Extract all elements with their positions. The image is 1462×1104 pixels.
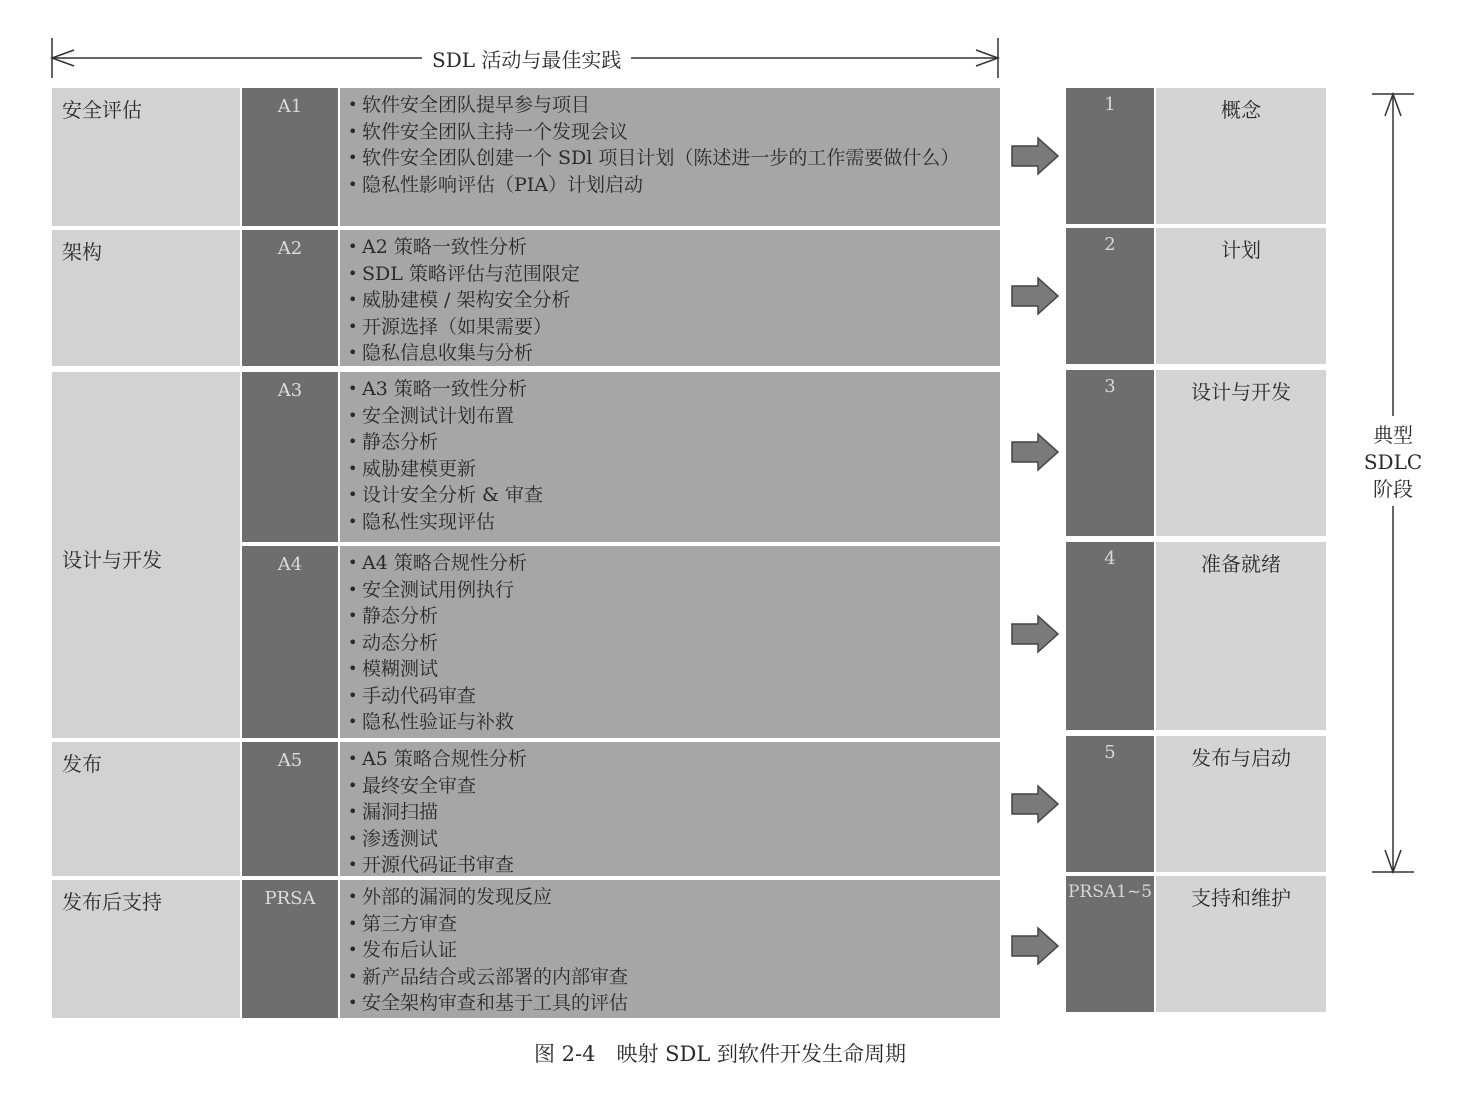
code-cell-a5: A5 [242, 742, 338, 876]
phase-label-design-dev: 设计与开发 [62, 548, 162, 572]
code-cell-a2: A2 [242, 230, 338, 366]
activity-item: • 动态分析 [348, 630, 992, 657]
activity-item: • 静态分析 [348, 429, 992, 456]
activity-item: • 威胁建模更新 [348, 456, 992, 483]
phase-cell-assessment: 安全评估 [52, 88, 240, 226]
stage-name-4: 准备就绪 [1156, 542, 1326, 730]
phase-cell-release: 发布 [52, 742, 240, 876]
right-arrow-icon [1010, 432, 1060, 472]
activities-cell-a3 [340, 372, 1000, 542]
phase-cell-design-dev [52, 372, 240, 738]
right-arrow-icon [1010, 784, 1060, 824]
activity-item: • 软件安全团队主持一个发现会议 [348, 119, 992, 146]
activity-item: • 开源代码证书审查 [348, 852, 992, 879]
stage-number-3: 3 [1066, 370, 1154, 536]
stage-name-3: 设计与开发 [1156, 370, 1326, 536]
activity-item: • 渗透测试 [348, 826, 992, 853]
activity-item: • 隐私性影响评估（PIA）计划启动 [348, 172, 992, 199]
activity-item: • 隐私信息收集与分析 [348, 340, 992, 367]
activity-item: • 安全测试计划布置 [348, 403, 992, 430]
code-cell-a1: A1 [242, 88, 338, 226]
stage-number-5: 5 [1066, 736, 1154, 872]
activity-item: • A3 策略一致性分析 [348, 376, 992, 403]
activity-item: • 第三方审查 [348, 911, 992, 938]
phase-cell-architecture: 架构 [52, 230, 240, 366]
right-arrow-icon [1010, 614, 1060, 654]
sdlc-side-label [1356, 422, 1430, 503]
right-arrow-icon [1010, 926, 1060, 966]
activities-cell-a2 [340, 230, 1000, 366]
activity-item: • 开源选择（如果需要） [348, 314, 992, 341]
activities-cell-prsa [340, 880, 1000, 1018]
activities-cell-a5 [340, 742, 1000, 876]
activity-item: • 模糊测试 [348, 656, 992, 683]
phase-cell-post-release: 发布后支持 [52, 880, 240, 1018]
activity-item: • 设计安全分析 & 审查 [348, 482, 992, 509]
activity-item: • 隐私性实现评估 [348, 509, 992, 536]
activity-item: • 发布后认证 [348, 937, 992, 964]
stage-name-prsa: 支持和维护 [1156, 876, 1326, 1012]
stage-number-prsa: PRSA1~5 [1066, 876, 1154, 1012]
activity-item: • 手动代码审查 [348, 683, 992, 710]
activity-item: • 隐私性验证与补救 [348, 709, 992, 736]
activity-item: • 外部的漏洞的发现反应 [348, 884, 992, 911]
stage-number-2: 2 [1066, 228, 1154, 364]
code-cell-a3: A3 [242, 372, 338, 542]
right-arrow-icon [1010, 136, 1060, 176]
activity-item: • 安全测试用例执行 [348, 577, 992, 604]
sdlc-side-label-line: SDLC [1363, 450, 1423, 474]
right-arrow-icon [1010, 276, 1060, 316]
activity-item: • A5 策略合规性分析 [348, 746, 992, 773]
activity-item: • A2 策略一致性分析 [348, 234, 992, 261]
activity-item: • 最终安全审查 [348, 773, 992, 800]
stage-number-4: 4 [1066, 542, 1154, 730]
activity-item: • 新产品结合或云部署的内部审查 [348, 964, 992, 991]
figure-caption: 图 2-4 映射 SDL 到软件开发生命周期 [534, 1042, 907, 1066]
activity-item: • 威胁建模 / 架构安全分析 [348, 287, 992, 314]
activity-item: • 软件安全团队提早参与项目 [348, 92, 992, 119]
activity-item: • 软件安全团队创建一个 SDl 项目计划（陈述进一步的工作需要做什么） [348, 145, 992, 172]
stage-name-1: 概念 [1156, 88, 1326, 224]
sdlc-side-label-line: 典型 [1373, 423, 1413, 447]
code-cell-a4: A4 [242, 546, 338, 738]
stage-name-5: 发布与启动 [1156, 736, 1326, 872]
header-title: SDL 活动与最佳实践 [422, 44, 631, 73]
stage-name-2: 计划 [1156, 228, 1326, 364]
activity-item: • SDL 策略评估与范围限定 [348, 261, 992, 288]
activities-cell-a1 [340, 88, 1000, 226]
activity-item: • 静态分析 [348, 603, 992, 630]
activity-item: • 漏洞扫描 [348, 799, 992, 826]
activity-item: • A4 策略合规性分析 [348, 550, 992, 577]
sdlc-side-label-line: 阶段 [1373, 477, 1413, 501]
activity-item: • 安全架构审查和基于工具的评估 [348, 990, 992, 1017]
code-cell-prsa: PRSA [242, 880, 338, 1018]
activities-cell-a4 [340, 546, 1000, 738]
stage-number-1: 1 [1066, 88, 1154, 224]
